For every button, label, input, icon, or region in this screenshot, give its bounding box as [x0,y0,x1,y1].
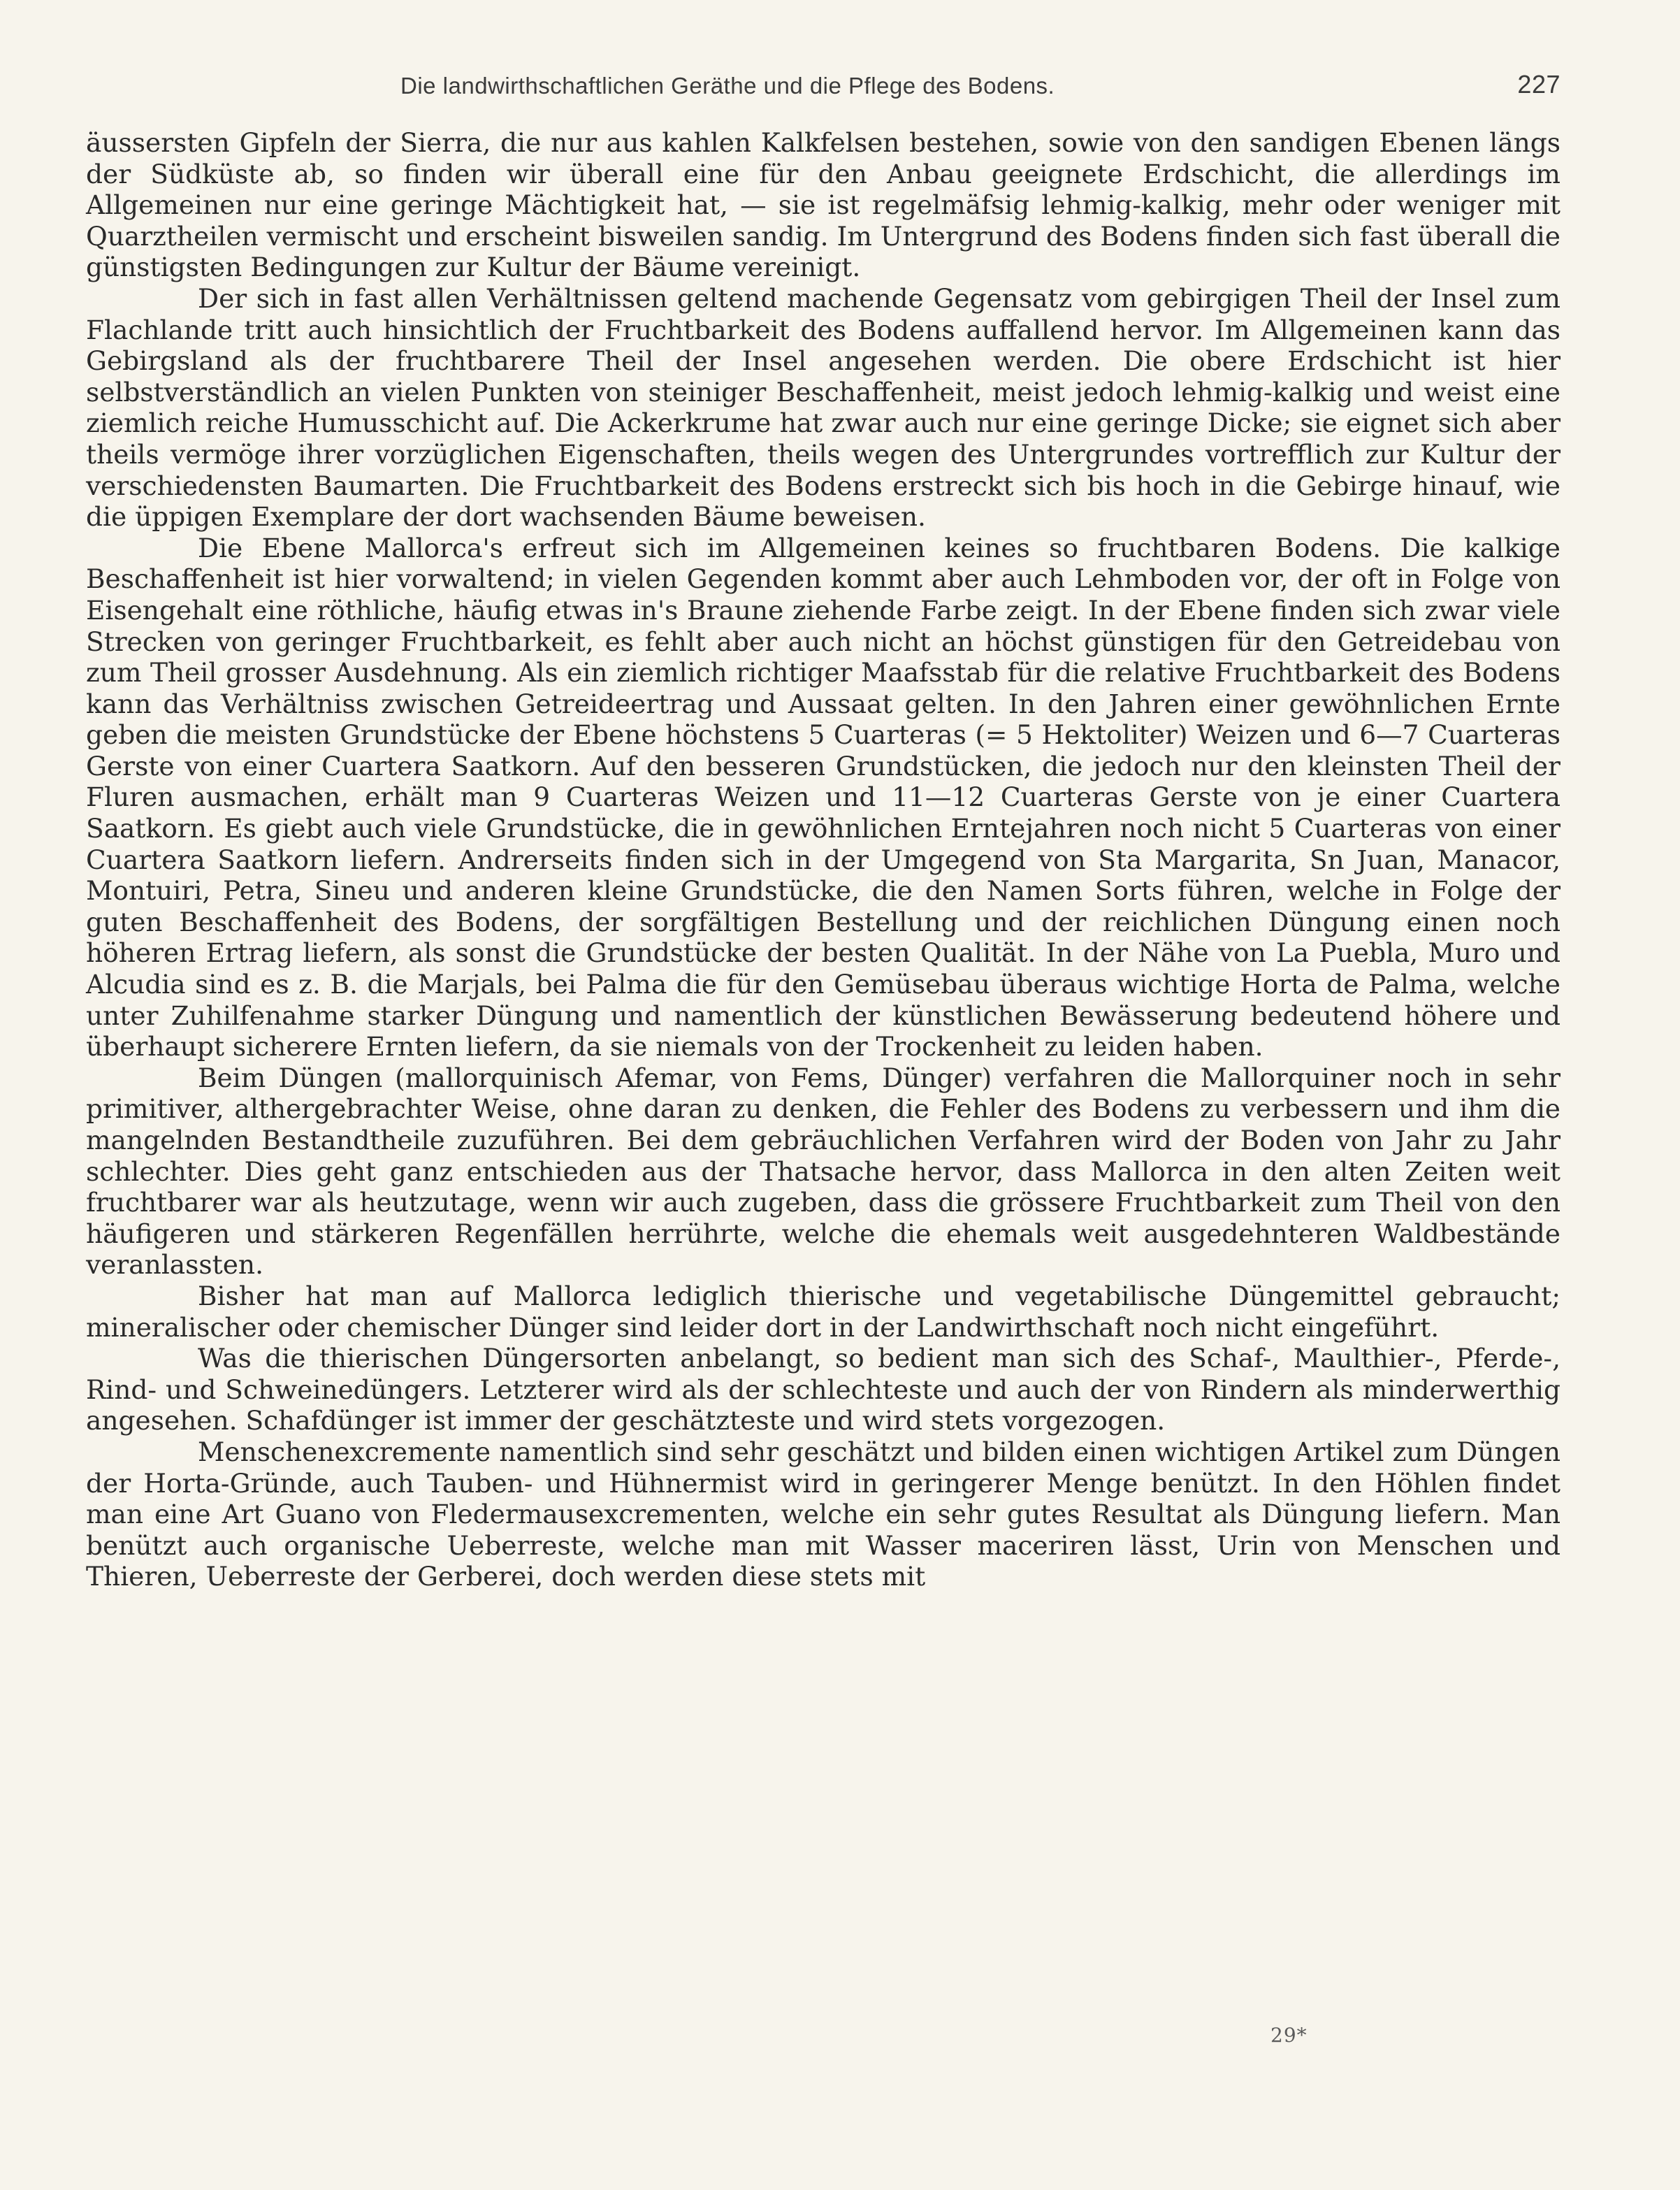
page-number: 227 [1517,70,1560,99]
printer-signature: 29* [1270,2024,1308,2047]
chapter-title: Die landwirthschaftlichen Geräthe und die Pflege des Bodens. [400,73,1055,99]
paragraph: äussersten Gipfeln der Sierra, die nur aus kahlen Kalkfelsen bestehen, sowie von den sandigen Ebenen längs der Südküste ab, so finden wir überall eine für den Anbau geeignete Erdschicht, die allerdings im Allgemeinen nur eine geringe Mächtigkeit hat, — sie ist regelmäfsig lehmig-kalkig, mehr oder weniger mit Quarztheilen vermischt und erscheint bisweilen sandig. Im Untergrund des Bodens finden sich fast überall die günstigsten Bedingungen zur Kultur der Bäume vereinigt. [86,127,1560,283]
paragraph: Beim Düngen (mallorquinisch Afemar, von Fems, Dünger) verfahren die Mallorquiner noch in sehr primitiver, althergebrachter Weise, ohne daran zu denken, die Fehler des Bodens zu verbessern und ihm die mangelnden Bestandtheile zuzuführen. Bei dem gebräuchlichen Verfahren wird der Boden von Jahr zu Jahr schlechter. Dies geht ganz entschieden aus der Thatsache hervor, dass Mallorca in den alten Zeiten weit fruchtbarer war als heutzutage, wenn wir auch zugeben, dass die grössere Fruchtbarkeit zum Theil von den häufigeren und stärkeren Regenfällen herrührte, welche die ehemals weit ausgedehnteren Waldbestände veranlassten. [86,1062,1560,1281]
paragraph: Menschenexcremente namentlich sind sehr geschätzt und bilden einen wichtigen Artikel zum Düngen der Horta-Gründe, auch Tauben- und Hühnermist wird in geringerer Menge benützt. In den Höhlen findet man eine Art Guano von Fledermausexcrementen, welche ein sehr gutes Resultat als Düngung liefern. Man benützt auch organische Ueberreste, welche man mit Wasser maceriren lässt, Urin von Menschen und Thieren, Ueberreste der Gerberei, doch werden diese stets mit [86,1436,1560,1592]
book-page [86,70,1560,2139]
paragraph: Bisher hat man auf Mallorca lediglich thierische und vegetabilische Düngemittel gebraucht; mineralischer oder chemischer Dünger sind leider dort in der Landwirthschaft noch nicht eingeführt. [86,1280,1560,1343]
running-head [86,70,1560,112]
body-text [86,127,1560,1592]
paragraph: Was die thierischen Düngersorten anbelangt, so bedient man sich des Schaf-, Maulthier-, Pferde-, Rind- und Schweinedüngers. Letzterer wird als der schlechteste und auch der von Rindern als minderwerthig angesehen. Schafdünger ist immer der geschätzteste und wird stets vorgezogen. [86,1343,1560,1436]
paragraph: Die Ebene Mallorca's erfreut sich im Allgemeinen keines so fruchtbaren Bodens. Die kalkige Beschaffenheit ist hier vorwaltend; in vielen Gegenden kommt aber auch Lehmboden vor, der oft in Folge von Eisengehalt eine röthliche, häufig etwas in's Braune ziehende Farbe zeigt. In der Ebene finden sich zwar viele Strecken von geringer Fruchtbarkeit, es fehlt aber auch nicht an höchst günstigen für den Getreidebau von zum Theil grosser Ausdehnung. Als ein ziemlich richtiger Maafsstab für die relative Fruchtbarkeit des Bodens kann das Verhältniss zwischen Getreideertrag und Aussaat gelten. In den Jahren einer gewöhnlichen Ernte geben die meisten Grundstücke der Ebene höchstens 5 Cuarteras (= 5 Hektoliter) Weizen und 6—7 Cuarteras Gerste von einer Cuartera Saatkorn. Auf den besseren Grundstücken, die jedoch nur den kleinsten Theil der Fluren ausmachen, erhält man 9 Cuarteras Weizen und 11—12 Cuarteras Gerste von je einer Cuartera Saatkorn. Es giebt auch viele Grundstücke, die in gewöhnlichen Erntejahren noch nicht 5 Cuarteras von einer Cuartera Saatkorn liefern. Andrerseits finden sich in der Umgegend von Sta Margarita, Sn Juan, Manacor, Montuiri, Petra, Sineu und anderen kleine Grundstücke, die den Namen Sorts führen, welche in Folge der guten Beschaffenheit des Bodens, der sorgfältigen Bestellung und der reichlichen Düngung einen noch höheren Ertrag liefern, als sonst die Grundstücke der besten Qualität. In der Nähe von La Puebla, Muro und Alcudia sind es z. B. die Marjals, bei Palma die für den Gemüsebau überaus wichtige Horta de Palma, welche unter Zuhilfenahme starker Düngung und namentlich der künstlichen Bewässerung bedeutend höhere und überhaupt sicherere Ernten liefern, da sie niemals von der Trockenheit zu leiden haben. [86,532,1560,1062]
paragraph: Der sich in fast allen Verhältnissen geltend machende Gegensatz vom gebirgigen Theil der Insel zum Flachlande tritt auch hinsichtlich der Fruchtbarkeit des Bodens auffallend hervor. Im Allgemeinen kann das Gebirgsland als der fruchtbarere Theil der Insel angesehen werden. Die obere Erdschicht ist hier selbstverständlich an vielen Punkten von steiniger Beschaffenheit, meist jedoch lehmig-kalkig und weist eine ziemlich reiche Humusschicht auf. Die Ackerkrume hat zwar auch nur eine geringe Dicke; sie eignet sich aber theils vermöge ihrer vorzüglichen Eigenschaften, theils wegen des Untergrundes vortrefflich zur Kultur der verschiedensten Baumarten. Die Fruchtbarkeit des Bodens erstreckt sich bis hoch in die Gebirge hinauf, wie die üppigen Exemplare der dort wachsenden Bäume beweisen. [86,282,1560,533]
